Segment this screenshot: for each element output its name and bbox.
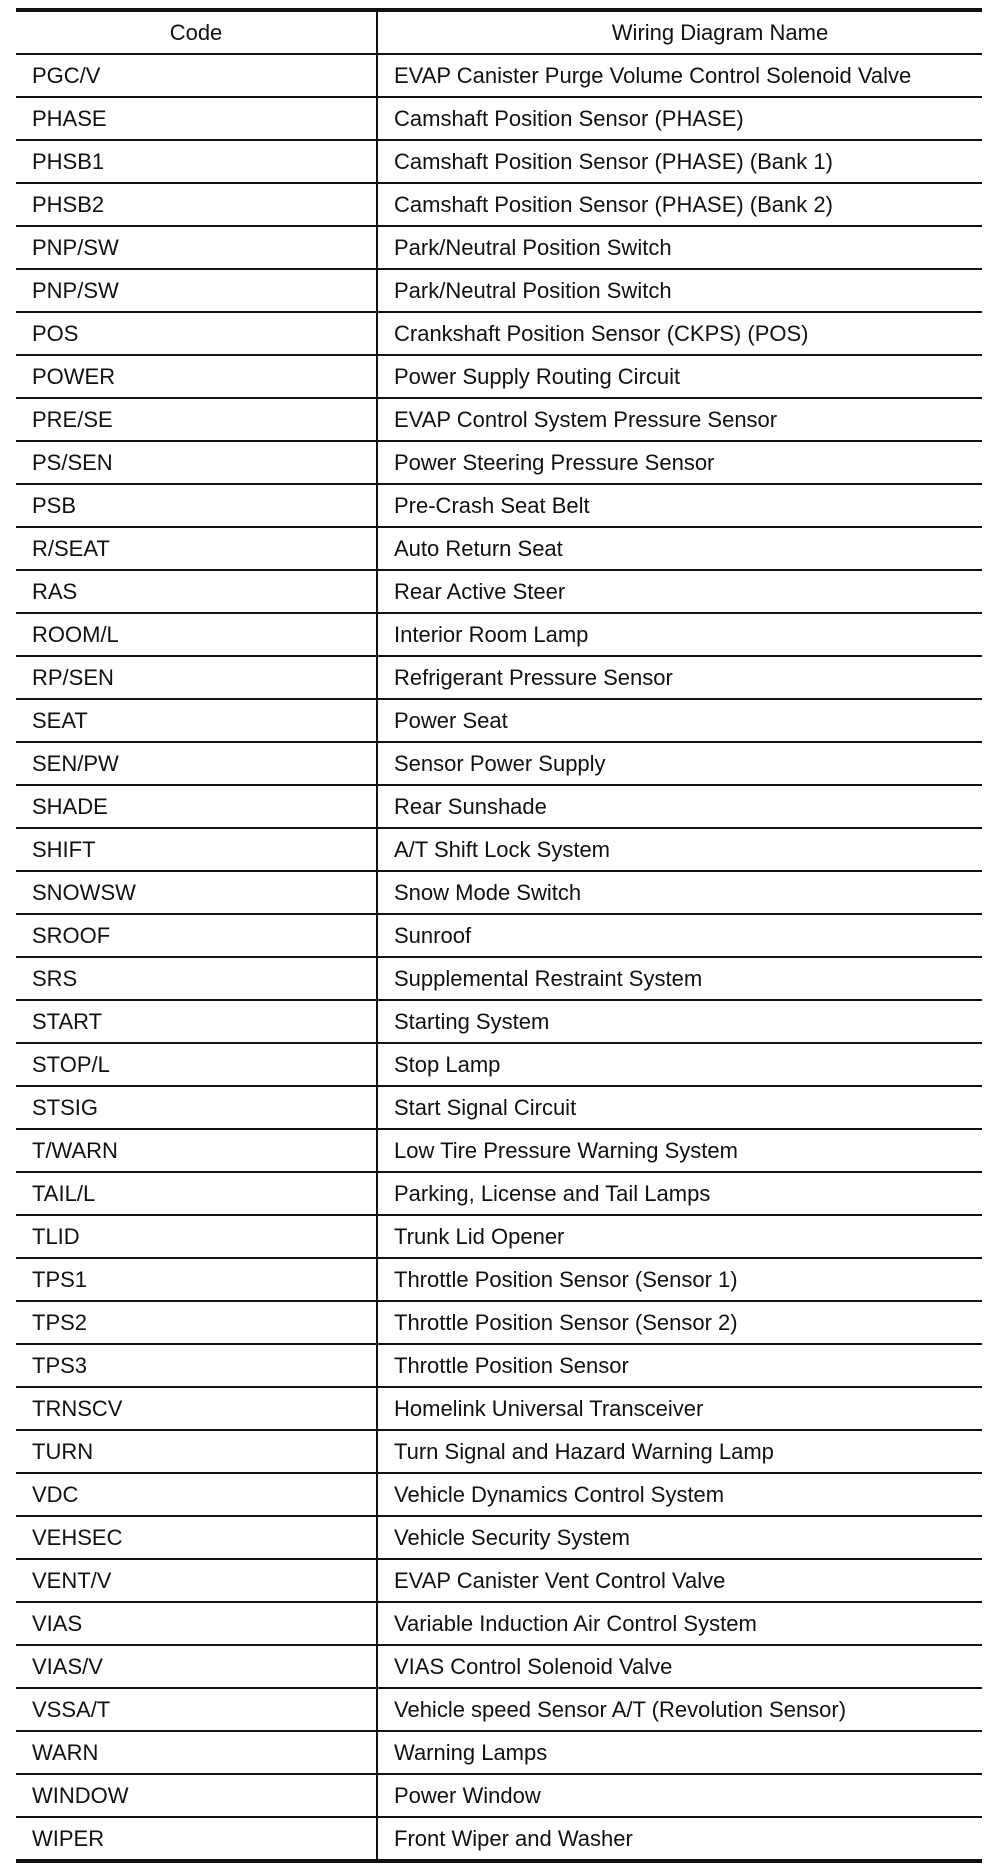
wiring-diagram-name-cell: Low Tire Pressure Warning System: [377, 1129, 982, 1172]
table-row: [16, 828, 982, 871]
code-cell: VIAS/V: [16, 1645, 377, 1688]
table-row: [16, 1774, 982, 1817]
wiring-diagram-name-cell: Vehicle Dynamics Control System: [377, 1473, 982, 1516]
code-cell: ROOM/L: [16, 613, 377, 656]
wiring-diagram-name-cell: Auto Return Seat: [377, 527, 982, 570]
table-row: [16, 183, 982, 226]
table-row: [16, 1473, 982, 1516]
code-cell: PSB: [16, 484, 377, 527]
table-row: [16, 1086, 982, 1129]
wiring-diagram-name-cell: Park/Neutral Position Switch: [377, 226, 982, 269]
wiring-diagram-name-cell: Variable Induction Air Control System: [377, 1602, 982, 1645]
table-row: [16, 914, 982, 957]
code-cell: POWER: [16, 355, 377, 398]
code-cell: PNP/SW: [16, 226, 377, 269]
table-row: [16, 226, 982, 269]
wiring-diagram-name-cell: Pre-Crash Seat Belt: [377, 484, 982, 527]
table-row: [16, 1043, 982, 1086]
table-row: [16, 656, 982, 699]
table-row: [16, 1215, 982, 1258]
code-cell: POS: [16, 312, 377, 355]
code-cell: VEHSEC: [16, 1516, 377, 1559]
wiring-diagram-name-cell: Vehicle speed Sensor A/T (Revolution Sensor): [377, 1688, 982, 1731]
wiring-diagram-name-cell: Park/Neutral Position Switch: [377, 269, 982, 312]
table-row: [16, 570, 982, 613]
wiring-diagram-name-cell: Trunk Lid Opener: [377, 1215, 982, 1258]
table-row: [16, 441, 982, 484]
wiring-diagram-name-cell: EVAP Canister Purge Volume Control Solenoid Valve: [377, 54, 982, 97]
code-cell: VENT/V: [16, 1559, 377, 1602]
table-row: [16, 527, 982, 570]
wiring-diagram-name-cell: Crankshaft Position Sensor (CKPS) (POS): [377, 312, 982, 355]
wiring-diagram-name-cell: Throttle Position Sensor (Sensor 1): [377, 1258, 982, 1301]
wiring-diagram-code-table: [16, 8, 982, 1863]
code-cell: SHADE: [16, 785, 377, 828]
code-cell: SRS: [16, 957, 377, 1000]
wiring-diagram-name-cell: Refrigerant Pressure Sensor: [377, 656, 982, 699]
code-cell: SROOF: [16, 914, 377, 957]
wiring-diagram-name-cell: Supplemental Restraint System: [377, 957, 982, 1000]
table-row: [16, 312, 982, 355]
code-cell: STSIG: [16, 1086, 377, 1129]
table-row: [16, 1731, 982, 1774]
table-row: [16, 97, 982, 140]
code-cell: TAIL/L: [16, 1172, 377, 1215]
code-cell: VIAS: [16, 1602, 377, 1645]
wiring-diagram-name-cell: Interior Room Lamp: [377, 613, 982, 656]
code-cell: TRNSCV: [16, 1387, 377, 1430]
table-row: [16, 871, 982, 914]
table-body: [16, 54, 982, 1861]
table-row: [16, 398, 982, 441]
code-cell: TURN: [16, 1430, 377, 1473]
column-header-wiring-diagram-name: Wiring Diagram Name: [377, 10, 982, 54]
wiring-diagram-name-cell: Rear Sunshade: [377, 785, 982, 828]
code-cell: SNOWSW: [16, 871, 377, 914]
code-cell: START: [16, 1000, 377, 1043]
wiring-diagram-name-cell: Homelink Universal Transceiver: [377, 1387, 982, 1430]
table-row: [16, 1387, 982, 1430]
wiring-diagram-name-cell: EVAP Canister Vent Control Valve: [377, 1559, 982, 1602]
table-row: [16, 54, 982, 97]
wiring-diagram-name-cell: Vehicle Security System: [377, 1516, 982, 1559]
code-cell: WIPER: [16, 1817, 377, 1861]
code-cell: SHIFT: [16, 828, 377, 871]
code-cell: SEN/PW: [16, 742, 377, 785]
wiring-diagram-name-cell: Starting System: [377, 1000, 982, 1043]
code-cell: PS/SEN: [16, 441, 377, 484]
table-row: [16, 1344, 982, 1387]
table-row: [16, 1258, 982, 1301]
table-row: [16, 1602, 982, 1645]
code-cell: PRE/SE: [16, 398, 377, 441]
code-cell: PHSB1: [16, 140, 377, 183]
table-row: [16, 140, 982, 183]
table-row: [16, 957, 982, 1000]
code-cell: SEAT: [16, 699, 377, 742]
table-row: [16, 355, 982, 398]
wiring-diagram-name-cell: Camshaft Position Sensor (PHASE) (Bank 1): [377, 140, 982, 183]
wiring-diagram-name-cell: Warning Lamps: [377, 1731, 982, 1774]
code-cell: PGC/V: [16, 54, 377, 97]
table-header-row: [16, 10, 982, 54]
table-row: [16, 613, 982, 656]
wiring-diagram-code-table-container: [16, 8, 982, 1863]
code-cell: WINDOW: [16, 1774, 377, 1817]
code-cell: PNP/SW: [16, 269, 377, 312]
table-row: [16, 1172, 982, 1215]
code-cell: VSSA/T: [16, 1688, 377, 1731]
table-row: [16, 1688, 982, 1731]
column-header-code: Code: [16, 10, 377, 54]
table-row: [16, 785, 982, 828]
wiring-diagram-name-cell: Power Steering Pressure Sensor: [377, 441, 982, 484]
table-row: [16, 1129, 982, 1172]
wiring-diagram-name-cell: Throttle Position Sensor (Sensor 2): [377, 1301, 982, 1344]
code-cell: RAS: [16, 570, 377, 613]
table-row: [16, 742, 982, 785]
wiring-diagram-name-cell: Camshaft Position Sensor (PHASE) (Bank 2): [377, 183, 982, 226]
table-row: [16, 1430, 982, 1473]
wiring-diagram-name-cell: Parking, License and Tail Lamps: [377, 1172, 982, 1215]
code-cell: STOP/L: [16, 1043, 377, 1086]
table-row: [16, 484, 982, 527]
wiring-diagram-name-cell: Stop Lamp: [377, 1043, 982, 1086]
wiring-diagram-name-cell: A/T Shift Lock System: [377, 828, 982, 871]
code-cell: WARN: [16, 1731, 377, 1774]
wiring-diagram-name-cell: Front Wiper and Washer: [394, 1825, 633, 1851]
wiring-diagram-name-cell: Turn Signal and Hazard Warning Lamp: [377, 1430, 982, 1473]
table-row: [16, 1645, 982, 1688]
wiring-diagram-name-cell: Rear Active Steer: [377, 570, 982, 613]
wiring-diagram-name-cell: Camshaft Position Sensor (PHASE): [377, 97, 982, 140]
table-row: [16, 1817, 982, 1861]
table-row: [16, 1559, 982, 1602]
code-cell: PHSB2: [16, 183, 377, 226]
wiring-diagram-name-cell: Sunroof: [377, 914, 982, 957]
table-row: [16, 1000, 982, 1043]
code-cell: R/SEAT: [16, 527, 377, 570]
table-row: [16, 699, 982, 742]
wiring-diagram-name-cell: EVAP Control System Pressure Sensor: [377, 398, 982, 441]
wiring-diagram-name-cell: Throttle Position Sensor: [377, 1344, 982, 1387]
code-cell: RP/SEN: [16, 656, 377, 699]
code-cell: TLID: [16, 1215, 377, 1258]
table-row: [16, 269, 982, 312]
wiring-diagram-name-cell: Power Window: [377, 1774, 982, 1817]
code-cell: VDC: [16, 1473, 377, 1516]
table-row: [16, 1301, 982, 1344]
code-cell: TPS2: [16, 1301, 377, 1344]
wiring-diagram-name-cell: VIAS Control Solenoid Valve: [377, 1645, 982, 1688]
code-cell: TPS1: [16, 1258, 377, 1301]
wiring-diagram-name-cell: Sensor Power Supply: [377, 742, 982, 785]
wiring-diagram-name-cell: Power Supply Routing Circuit: [377, 355, 982, 398]
table-row: [16, 1516, 982, 1559]
wiring-diagram-name-cell: Power Seat: [377, 699, 982, 742]
code-cell: TPS3: [16, 1344, 377, 1387]
code-cell: PHASE: [16, 97, 377, 140]
wiring-diagram-name-cell: Snow Mode Switch: [377, 871, 982, 914]
code-cell: T/WARN: [16, 1129, 377, 1172]
wiring-diagram-name-cell: Start Signal Circuit: [377, 1086, 982, 1129]
